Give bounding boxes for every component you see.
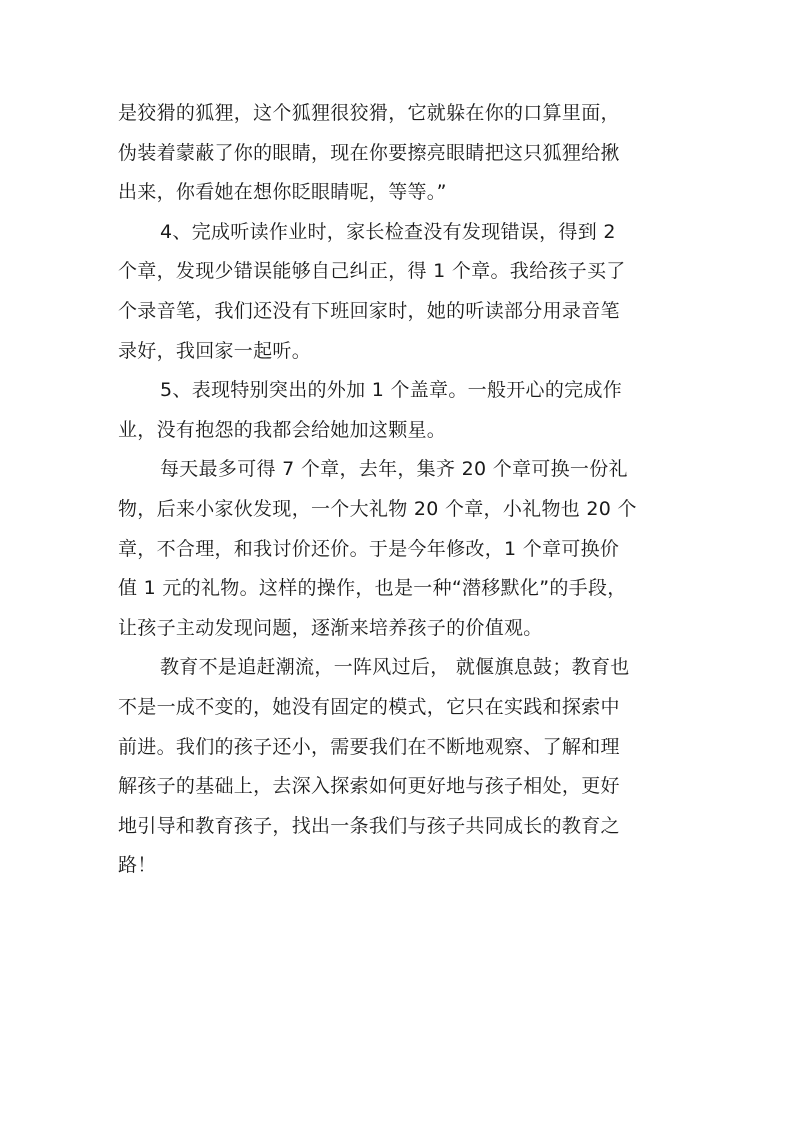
text-line: 4、完成听读作业时，家长检查没有发现错误，得到 2 — [160, 220, 616, 243]
text-line: 物，后来小家伙发现，一个大礼物 20 个章，小礼物也 20 个 — [118, 497, 637, 520]
document-body — [118, 94, 680, 886]
text-line: 是狡猾的狐狸，这个狐狸很狡猾，它就躲在你的口算里面， — [118, 102, 620, 124]
text-line: 个章，发现少错误能够自己纠正，得 1 个章。我给孩子买了 — [118, 260, 626, 283]
paragraph-reward-exchange — [118, 450, 680, 648]
text-line: 录好，我回家一起听。 — [118, 339, 312, 362]
text-line: 路！ — [118, 854, 157, 877]
text-line: 章，不合理，和我讨价还价。于是今年修改，1 个章可换价 — [118, 537, 620, 560]
text-line: 解孩子的基础上，去深入探索如何更好地与孩子相处，更好 — [118, 775, 620, 798]
text-line: 5、表现特别突出的外加 1 个盖章。一般开心的完成作 — [160, 379, 623, 402]
paragraph-rule-5 — [118, 371, 680, 450]
text-line: 出来，你看她在想你眨眼睛呢，等等。” — [118, 181, 447, 204]
text-line: 每天最多可得 7 个章，去年，集齐 20 个章可换一份礼 — [160, 458, 628, 481]
text-line: 前进。我们的孩子还小，需要我们在不断地观察、了解和理 — [118, 735, 620, 758]
text-line: 不是一成不变的，她没有固定的模式，它只在实践和探索中 — [118, 695, 620, 718]
text-line: 业，没有抱怨的我都会给她加这颗星。 — [118, 418, 447, 441]
paragraph-conclusion — [118, 648, 680, 886]
text-line: 伪装着蒙蔽了你的眼睛，现在你要擦亮眼睛把这只狐狸给揪 — [118, 141, 620, 164]
text-line: 值 1 元的礼物。这样的操作，也是一种“潜移默化”的手段， — [118, 577, 627, 600]
text-line: 让孩子主动发现问题，逐渐来培养孩子的价值观。 — [118, 616, 543, 639]
text-line: 教育不是追赶潮流，一阵风过后， 就偃旗息鼓；教育也 — [160, 656, 630, 679]
text-line: 个录音笔，我们还没有下班回家时，她的听读部分用录音笔 — [118, 299, 620, 322]
text-line: 地引导和教育孩子，找出一条我们与孩子共同成长的教育之 — [118, 814, 620, 837]
paragraph-rule-4 — [118, 213, 680, 371]
paragraph-fox-story — [118, 94, 680, 213]
